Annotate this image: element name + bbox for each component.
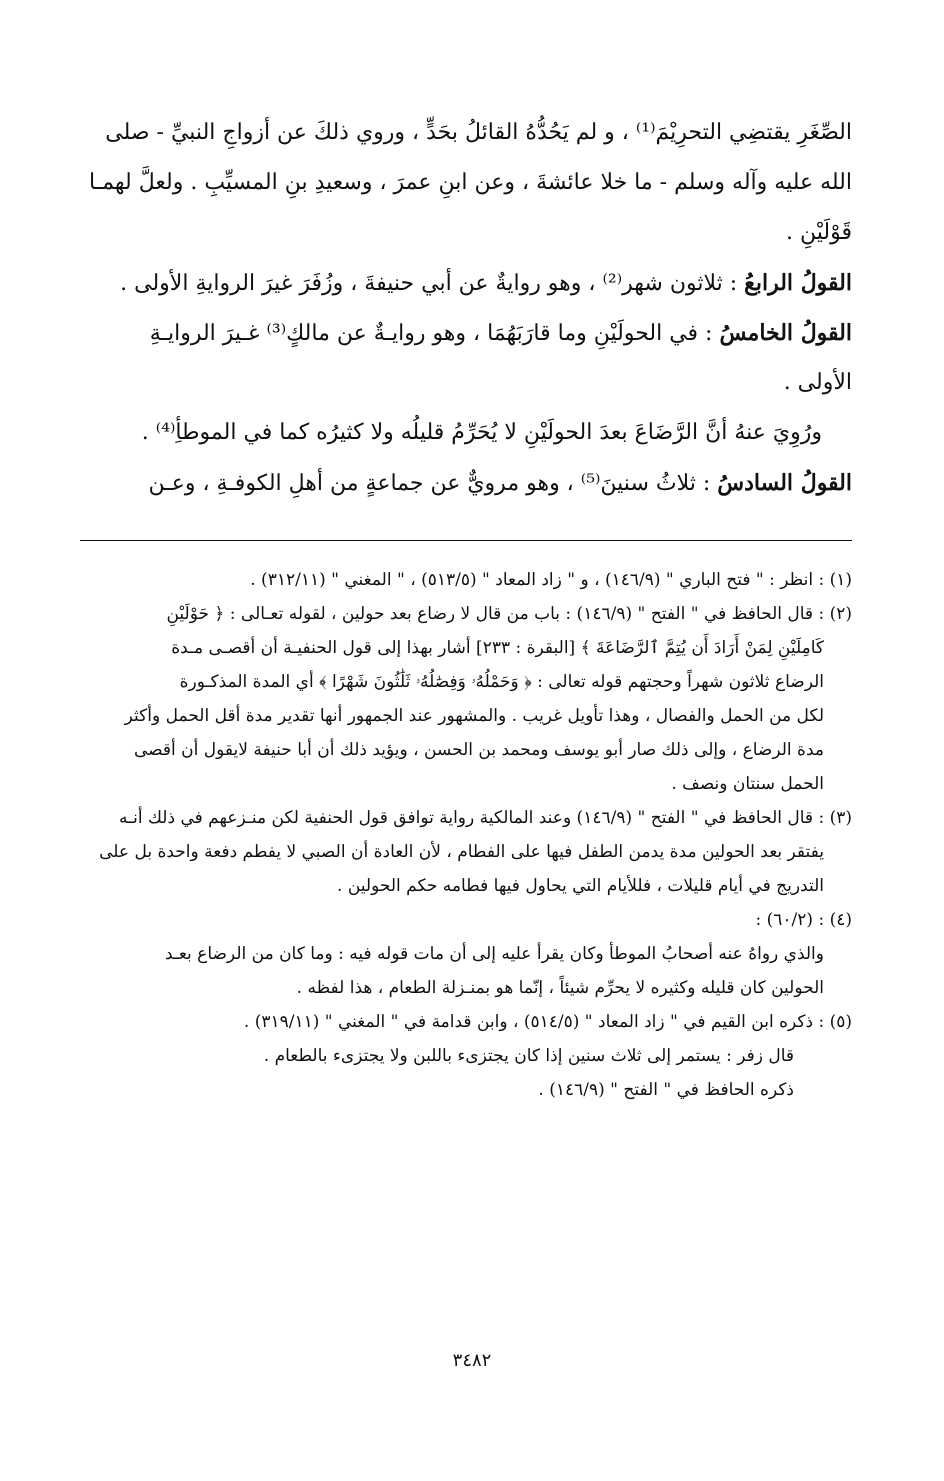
footnote-1: (١) : انظر : " فتح الباري " (١٤٦/٩) ، و " زاد المعاد " (٥١٣/٥) ، " المغني " (٣١٢/١١) . [250, 570, 852, 590]
fifth-opinion-continued: الأولى . [783, 370, 852, 395]
footnote-4-body-2: الحولين كان قليله وكثيره لا يحرِّم شيئاً ، إنّما هو بمنـزلة الطعام ، هذا لفظه . [296, 978, 824, 998]
sixth-opinion [80, 458, 852, 508]
footnote-2-line-3: الرضاع ثلاثون شهراً وحجتهم قوله تعالى : ﴿ وَحَمْلُهُۥ وَفِصَٰلُهُۥ ثَلَٰثُونَ شَهْرًا ﴾ أي المدة المذكـورة [179, 672, 824, 692]
footnote-5: (٥) : ذكره ابن القيم في " زاد المعاد " (٥١٤/٥) ، وابن قدامة في " المغني " (٣١٩/١١) . [243, 1012, 852, 1032]
footnote-2-line-6: الحمل سنتان ونصف . [671, 774, 824, 794]
page-number: ٣٤٨٢ [452, 1350, 492, 1371]
footnote-2-line-1: (٢) : قال الحافظ في " الفتح " (١٤٦/٩) : باب من قال لا رضاع بعد حولين ، لقوله تعـالى : ﴿ حَوْلَيْنِ [166, 604, 852, 624]
main-line-2: الله عليه وآله وسلم - ما خلا عائشةَ ، وعن ابنِ عمرَ ، وسعيدِ بنِ المسيِّبِ . ولعلَّ لهمـا [89, 170, 852, 195]
fifth-opinion [80, 308, 852, 358]
footnote-4-body-1: والذي رواهُ عنه أصحابُ الموطأ وكان يقرأ عليه إلى أن مات قوله فيه : وما كان من الرضاع بعـد [164, 944, 824, 964]
main-line-1: الصِّغَرِ يقتضِي التحرِيْمَ⁽¹⁾ ، و لم يَحُدُّهُ القائلُ بحَدٍّ ، وروي ذلكَ عن أزواجِ النبيِّ - صلى [105, 120, 852, 145]
footnote-3-line-2: يفتقر بعد الحولين مدة يدمن الطفل فيها على الفطام ، لأن العادة أن الصبي لا يفطم دفعة واحدة بل على [99, 842, 824, 862]
footnote-3-line-1: (٣) : قال الحافظ في " الفتح " (١٤٦/٩) وعند المالكية رواية توافق قول الحنفية لكن منـزعهم في ذلك أنـه [119, 808, 852, 828]
footnote-5-body-2: ذكره الحافظ في " الفتح " (١٤٦/٩) . [538, 1080, 794, 1100]
footnote-divider [80, 540, 852, 541]
fourth-opinion [80, 258, 852, 308]
fourth-opinion-text: : ثلاثون شهر⁽²⁾ ، وهو روايةٌ عن أبي حنيفةَ ، وزُفَرَ غيرَ الروايةِ الأولى . [120, 271, 738, 296]
main-line-3: قَوْلَيْنِ . [786, 220, 852, 245]
footnote-2-line-4: لكل من الحمل والفصال ، وهذا تأويل غريب . والمشهور عند الجمهور أنها تقدير مدة أقل الحمل وأكثر [124, 706, 824, 726]
footnote-2-line-5: مدة الرضاع ، وإلى ذلك صار أبو يوسف ومحمد بن الحسن ، ويؤيد ذلك أن أبا حنيفة لايقول أن أقصى [133, 740, 824, 760]
narration-line: ورُوِيَ عنهُ أنَّ الرَّضَاعَ بعدَ الحولَيْنِ لا يُحَرِّمُ قليلُه ولا كثيرُه كما في الموطأِ⁽⁴⁾ . [141, 420, 822, 445]
footnote-4: (٤) : (٦٠/٢) : [755, 910, 852, 930]
fourth-opinion-label: القولُ الرابعُ [744, 270, 852, 296]
footnotes [80, 563, 852, 1107]
footnote-5-body-1: قال زفر : يستمر إلى ثلاث سنين إذا كان يجتزىء باللبن ولا يجتزىء بالطعام . [263, 1046, 794, 1066]
footnote-2-line-2: كَامِلَيْنِ لِمَنْ أَرَادَ أَن يُتِمَّ ٱلرَّضَاعَةَ ﴾ [البقرة : ٢٣٣] أشار بهذا إلى قول الحنفيـة أن أقصـى مـدة [171, 638, 824, 658]
sixth-opinion-text: : ثلاثُ سنينَ⁽⁵⁾ ، وهو مرويٌّ عن جماعةٍ من أهلِ الكوفـةِ ، وعـن [148, 471, 711, 496]
main-text [80, 108, 852, 508]
sixth-opinion-label: القولُ السادسُ [717, 470, 852, 496]
fifth-opinion-label: القولُ الخامسُ [719, 320, 852, 346]
fifth-opinion-text: : في الحولَيْنِ وما قارَبَهُمَا ، وهو روايـةٌ عن مالكٍ⁽³⁾ غـيرَ الروايـةِ [149, 321, 713, 346]
footnote-3-line-3: التدريج في أيام قليلات ، فللأيام التي يحاول فيها فطامه حكم الحولين . [337, 876, 824, 896]
